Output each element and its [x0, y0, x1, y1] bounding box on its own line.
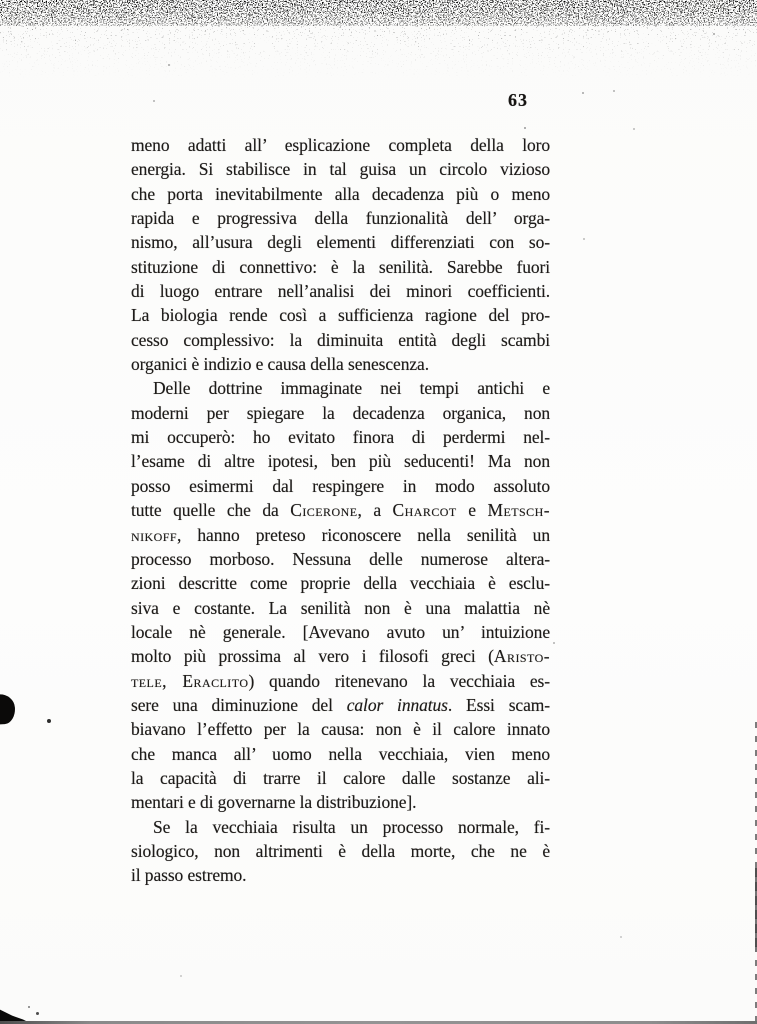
scan-speck: [153, 100, 155, 102]
text-line: [131, 230, 550, 254]
text-segment: zioni descritte come proprie della vecchiaia è esclu-: [131, 573, 550, 594]
small-caps-name: Charcot: [392, 500, 457, 521]
text-segment: stituzione di connettivo: è la senilità. Sarebbe fuori: [131, 256, 550, 277]
text-line: [131, 693, 550, 717]
text-segment: nismo, all’usura degli elementi differenziati con so-: [131, 232, 550, 253]
scan-speck: [299, 515, 301, 517]
text-segment: rapida e progressiva della funzionalità dell’ orga-: [131, 208, 550, 229]
text-segment: processo morboso. Nessuna delle numerose altera-: [131, 548, 550, 569]
text-line: [131, 742, 550, 766]
text-segment: posso esimermi dal respingere in modo assoluto: [131, 475, 550, 496]
text-line: [131, 255, 550, 279]
text-segment: , a: [357, 500, 393, 521]
text-segment: cesso complessivo: la diminuita entità degli scambi: [131, 329, 550, 350]
latin-term: calor innatus: [346, 694, 448, 715]
text-line: [131, 596, 550, 620]
page-number: 63: [508, 90, 528, 110]
text-line: [131, 303, 550, 327]
text-line: [131, 620, 550, 644]
text-segment: mi occuperò: ho evitato finora di perdermi nel-: [131, 427, 550, 448]
scan-speck: [582, 92, 584, 94]
text-line: [131, 547, 550, 571]
small-caps-name: Aristo-: [493, 646, 550, 667]
text-segment: Se la vecchiaia risulta un processo normale, fi-: [153, 816, 550, 837]
text-line: [131, 376, 550, 400]
text-line: [131, 206, 550, 230]
text-segment: e: [456, 500, 488, 521]
text-line: [131, 815, 550, 839]
text-line: [131, 839, 550, 863]
scan-speck: [613, 90, 615, 92]
text-segment: che porta inevitabilmente alla decadenza più o meno: [131, 183, 550, 204]
text-segment: l’esame di altre ipotesi, ben più seducenti! Ma non: [131, 451, 550, 472]
text-line: [131, 328, 550, 352]
body-text: [131, 133, 550, 888]
scan-speck: [633, 128, 635, 130]
text-line: [131, 449, 550, 473]
scan-speck: [36, 1012, 39, 1015]
scan-speck: [583, 238, 585, 240]
text-line: [131, 523, 550, 547]
text-line: [131, 352, 550, 376]
text-line: [131, 717, 550, 741]
text-segment: locale nè generale. [Avevano avuto un’ intuizione: [131, 621, 550, 642]
scan-noise-band: [0, 0, 757, 80]
text-line: [131, 182, 550, 206]
text-line: [131, 425, 550, 449]
text-segment: Delle dottrine immaginate nei tempi antichi e: [153, 378, 550, 399]
scan-speck: [180, 975, 182, 977]
text-segment: sere una diminuzione del: [131, 694, 347, 715]
text-line: [131, 279, 550, 303]
text-segment: , hanno preteso riconoscere nella senilità un: [177, 524, 550, 545]
small-caps-name: nikoff: [131, 524, 178, 545]
scan-speck: [47, 719, 51, 723]
text-segment: il passo estremo.: [131, 865, 247, 886]
text-line: [131, 498, 550, 522]
text-line: [131, 133, 550, 157]
scan-speck: [28, 1006, 30, 1008]
text-line: [131, 790, 550, 814]
small-caps-name: Metsch-: [487, 500, 551, 521]
text-line: [131, 571, 550, 595]
scan-speck: [620, 936, 622, 938]
scan-speck: [524, 127, 526, 129]
text-segment: meno adatti all’ esplicazione completa della loro: [131, 135, 550, 155]
text-line: [131, 474, 550, 498]
text-segment: siologico, non altrimenti è della morte, che ne è: [131, 840, 550, 861]
small-caps-name: Cicerone: [290, 500, 358, 521]
text-line: [131, 644, 550, 668]
ink-blot-left-edge: [0, 693, 16, 724]
text-segment: mentari e di governarne la distribuzione].: [131, 792, 417, 813]
text-segment: la capacità di trarre il calore dalle sostanze ali-: [131, 767, 550, 788]
text-line: [131, 157, 550, 181]
text-segment: molto più prossima al vero i filosofi greci (: [131, 646, 494, 667]
text-segment: organici è indizio e causa della senescenza.: [131, 354, 429, 375]
text-segment: che manca all’ uomo nella vecchiaia, vien meno: [131, 743, 550, 764]
text-segment: . Essi scam-: [447, 694, 550, 715]
scan-speck: [168, 64, 170, 66]
text-segment: moderni per spiegare la decadenza organica, non: [131, 402, 550, 423]
text-segment: di luogo entrare nell’analisi dei minori coefficienti.: [131, 281, 550, 302]
small-caps-name: tele, Eraclito: [131, 670, 249, 691]
text-segment: siva e costante. La senilità non è una malattia nè: [131, 597, 550, 618]
text-segment: energia. Si stabilisce in tal guisa un circolo vizioso: [131, 159, 550, 180]
text-segment: biavano l’effetto per la causa: non è il calore innato: [131, 719, 550, 740]
text-segment: La biologia rende così a sufficienza ragione del pro-: [131, 305, 550, 326]
text-line: [131, 766, 550, 790]
text-segment: tutte quelle che da: [131, 500, 291, 521]
text-line: [131, 863, 550, 887]
text-segment: ) quando ritenevano la vecchiaia es-: [248, 670, 550, 691]
scan-speck: [713, 33, 715, 35]
text-line: [131, 401, 550, 425]
scan-speck: [553, 642, 555, 644]
text-line: [131, 669, 550, 693]
